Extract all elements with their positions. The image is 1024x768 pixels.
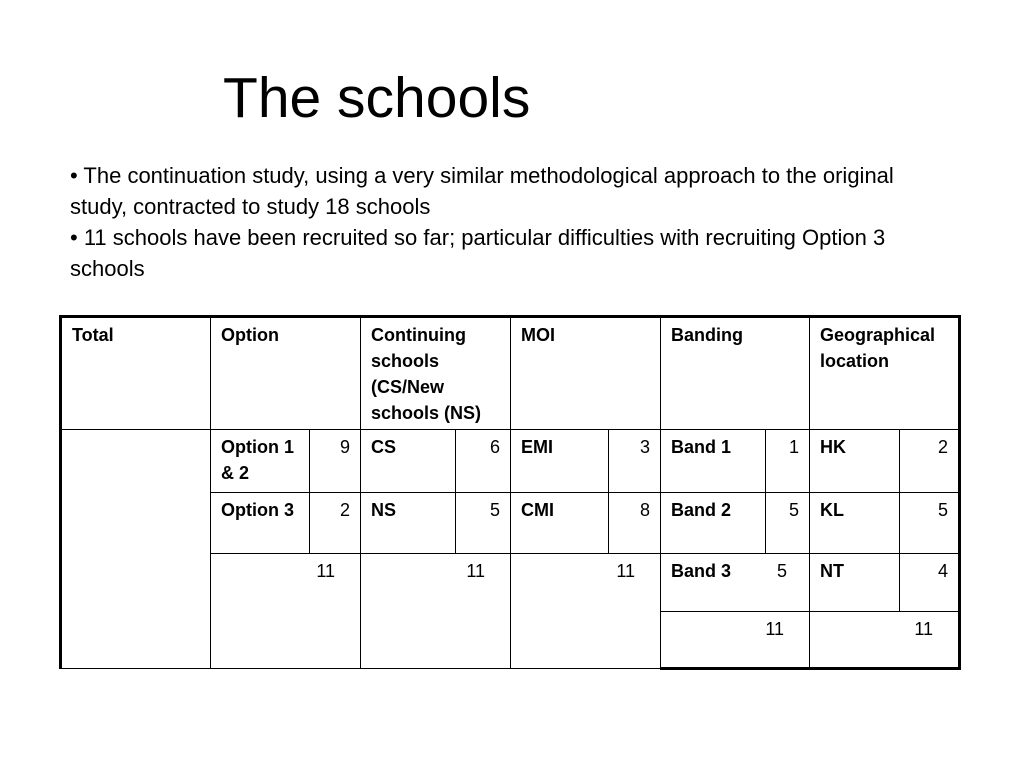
moi-value: 8 [609,493,661,554]
table-row [61,430,960,493]
continuing-total: 11 [361,554,511,669]
banding-value: 5 [766,554,810,612]
geo-value: 5 [900,493,960,554]
geo-value: 4 [900,554,960,612]
moi-value: 3 [609,430,661,493]
banding-label: Band 2 [661,493,766,554]
banding-value: 1 [766,430,810,493]
table-header-row [61,317,960,430]
geo-label: NT [810,554,900,612]
header-moi: MOI [511,317,661,430]
bullet-item: • The continuation study, using a very similar methodological approach to the original study, contracted to study 18 schools [70,163,894,219]
header-total: Total [61,317,211,430]
moi-label: EMI [511,430,609,493]
moi-label: CMI [511,493,609,554]
continuing-label: NS [361,493,456,554]
geo-value: 2 [900,430,960,493]
header-geo: Geographical location [810,317,960,430]
slide-title: The schools [223,66,531,130]
continuing-label: CS [361,430,456,493]
banding-total: 11 [661,612,810,669]
geo-label: KL [810,493,900,554]
banding-label: Band 1 [661,430,766,493]
header-banding: Banding [661,317,810,430]
option-label: Option 1 & 2 [211,430,310,493]
banding-value: 5 [766,493,810,554]
bullet-list [70,160,950,284]
option-value: 2 [310,493,361,554]
option-total: 11 [211,554,361,669]
geo-total: 11 [810,612,960,669]
header-option: Option [211,317,361,430]
schools-table [59,315,961,670]
geo-label: HK [810,430,900,493]
banding-label: Band 3 [661,554,766,612]
moi-total: 11 [511,554,661,669]
continuing-value: 5 [456,493,511,554]
total-cell [61,430,211,669]
bullet-item: • 11 schools have been recruited so far; particular difficulties with recruiting Option 3 schools [70,225,886,281]
continuing-value: 6 [456,430,511,493]
header-continuing: Continuing schools (CS/New schools (NS) [361,317,511,430]
option-value: 9 [310,430,361,493]
option-label: Option 3 [211,493,310,554]
